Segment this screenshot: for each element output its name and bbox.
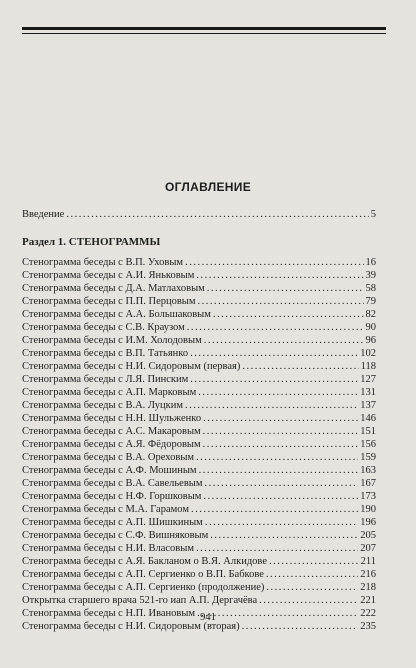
toc-entry-page: 39 (365, 270, 376, 281)
leader-dots (198, 386, 358, 399)
leader-dots (199, 464, 359, 477)
toc-entry (22, 477, 376, 490)
toc-entry-label: Стенограмма беседы с В.А. Луцким (22, 400, 184, 411)
leader-dots (203, 425, 359, 438)
toc-entry-page: 167 (360, 478, 376, 489)
leader-dots (210, 529, 358, 542)
toc-entry-page: 90 (365, 322, 376, 333)
leader-dots (266, 581, 358, 594)
toc-entry-page: 207 (360, 543, 376, 554)
toc-entry-label: Стенограмма беседы с А.Я. Фёдоровым (22, 439, 201, 450)
leader-dots (196, 542, 358, 555)
toc-entry (22, 282, 376, 295)
toc-entry (22, 256, 376, 269)
toc-entry (22, 412, 376, 425)
toc-entry-label: Стенограмма беседы с А.С. Макаровым (22, 426, 201, 437)
toc-entry-label: Введение (22, 209, 65, 220)
toc-entry (22, 555, 376, 568)
leader-dots (66, 208, 368, 221)
toc-entry-page: 205 (360, 530, 376, 541)
toc-entry-label: Стенограмма беседы с Н.И. Власовым (22, 543, 194, 554)
toc-entry-page: 118 (360, 361, 376, 372)
toc-entry-list (0, 256, 416, 633)
leader-dots (196, 451, 358, 464)
toc-entry-label: Стенограмма беседы с А.П. Сергиенко (продолжение) (22, 582, 265, 593)
toc-entry-label: Стенограмма беседы с Н.Н. Шульженко (22, 413, 202, 424)
toc-entry-label: Стенограмма беседы с А.Ф. Мошиным (22, 465, 197, 476)
toc-entry-page: 156 (360, 439, 376, 450)
leader-dots (266, 568, 358, 581)
toc-entry-page: 58 (365, 283, 376, 294)
toc-entry-page: 102 (360, 348, 376, 359)
toc-entry (22, 386, 376, 399)
toc-entry (22, 360, 376, 373)
toc-entry (22, 568, 376, 581)
toc-entry-label: Стенограмма беседы с А.П. Шишкиным (22, 517, 203, 528)
leader-dots (207, 282, 364, 295)
leader-dots (203, 438, 359, 451)
toc-entry (22, 529, 376, 542)
toc-entry-label: Стенограмма беседы с В.А. Савельевым (22, 478, 203, 489)
toc-entry (22, 399, 376, 412)
leader-dots (269, 555, 359, 568)
toc-entry (22, 425, 376, 438)
leader-dots (204, 334, 364, 347)
toc-entry (22, 516, 376, 529)
toc-entry-label: Открытка старшего врача 521-го иап А.П. Дергачёва (22, 595, 258, 606)
toc-entry-label: Стенограмма беседы с В.П. Татьянко (22, 348, 189, 359)
toc-entry-page: 127 (360, 374, 376, 385)
toc-entry-label: Стенограмма беседы с В.П. Уховым (22, 257, 184, 268)
toc-entry (22, 295, 376, 308)
toc-entry-page: 218 (360, 582, 376, 593)
toc-entry-label: Стенограмма беседы с Н.Ф. Горшковым (22, 491, 202, 502)
toc-entry-label: Стенограмма беседы с А.П. Сергиенко о В.П. Бабкове (22, 569, 264, 580)
leader-dots (198, 295, 364, 308)
toc-entry-page: 163 (360, 465, 376, 476)
toc-entry-page: 211 (360, 556, 376, 567)
toc-entry-label: Стенограмма беседы с М.А. Гарамом (22, 504, 189, 515)
toc-entry-label: Стенограмма беседы с Н.И. Сидоровым (первая) (22, 361, 241, 372)
toc-entry (22, 269, 376, 282)
page-number: 941 (200, 612, 216, 623)
leader-dots (213, 308, 364, 321)
leader-dots (187, 321, 364, 334)
toc-entry (22, 542, 376, 555)
toc-entry-page: 196 (360, 517, 376, 528)
leader-dots (205, 516, 358, 529)
leader-dots (203, 490, 358, 503)
page-title: ОГЛАВЛЕНИЕ (164, 180, 251, 194)
toc-entry-page: 151 (360, 426, 376, 437)
toc-entry-label: Стенограмма беседы с С.Ф. Вишняковым (22, 530, 209, 541)
leader-dots (204, 477, 358, 490)
toc-entry-page: 216 (360, 569, 376, 580)
leader-dots (259, 594, 358, 607)
toc-entry-label: Стенограмма беседы с А.А. Большаковым (22, 309, 211, 320)
toc-entry-label: Стенограмма беседы с А.Я. Бакланом о В.Я. Алкидове (22, 556, 267, 567)
toc-entry-page: 16 (365, 257, 376, 268)
leader-dots (185, 256, 363, 269)
leader-dots (190, 373, 358, 386)
leader-dots (191, 503, 358, 516)
toc-entry-page: 235 (360, 621, 376, 632)
toc-entry-label: Стенограмма беседы с В.А. Ореховым (22, 452, 195, 463)
toc-entry-label: Стенограмма беседы с А.П. Марковым (22, 387, 197, 398)
toc-entry-label: Стенограмма беседы с Л.Я. Пинским (22, 374, 189, 385)
toc-entry (22, 594, 376, 607)
header-rule-thin (22, 33, 386, 34)
toc-entry-page: 173 (360, 491, 376, 502)
toc-entry-page: 159 (360, 452, 376, 463)
toc-entry (22, 503, 376, 516)
toc-entry-page: 5 (370, 209, 376, 220)
toc-entry-intro (22, 208, 376, 221)
toc-entry (22, 308, 376, 321)
leader-dots (185, 399, 358, 412)
toc-entry-page: 221 (360, 595, 376, 606)
toc-entry (22, 490, 376, 503)
leader-dots (242, 360, 358, 373)
toc-entry-page: 131 (360, 387, 376, 398)
toc-entry-page: 146 (360, 413, 376, 424)
leader-dots (196, 269, 363, 282)
toc-entry-label: Стенограмма беседы с А.И. Яньковым (22, 270, 195, 281)
leader-dots (190, 347, 358, 360)
toc-entry-label: Стенограмма беседы с Н.И. Сидоровым (вторая) (22, 621, 240, 632)
toc-entry-page: 96 (365, 335, 376, 346)
toc-entry-page: 137 (360, 400, 376, 411)
toc-entry-label: Стенограмма беседы с И.М. Холодовым (22, 335, 202, 346)
toc-entry (22, 321, 376, 334)
section-title: Раздел 1. СТЕНОГРАММЫ (22, 236, 161, 248)
toc-entry-page: 82 (365, 309, 376, 320)
toc-entry-label: Стенограмма беседы с С.В. Краузом (22, 322, 185, 333)
toc-entry-label: Стенограмма беседы с Д.А. Матлаховым (22, 283, 205, 294)
toc-entry-label: Стенограмма беседы с П.П. Перцовым (22, 296, 196, 307)
toc-entry-label: Стенограмма беседы с Н.П. Ивановым (22, 608, 196, 619)
leader-dots (203, 412, 358, 425)
toc-entry (22, 347, 376, 360)
toc-entry (22, 581, 376, 594)
toc-entry (22, 438, 376, 451)
toc-entry-page: 190 (360, 504, 376, 515)
toc-entry-page: 79 (365, 296, 376, 307)
toc-entry (22, 451, 376, 464)
toc-entry-page: 222 (360, 608, 376, 619)
toc-entry (22, 464, 376, 477)
toc-entry (22, 373, 376, 386)
header-rule-thick (22, 27, 386, 30)
toc-entry (22, 334, 376, 347)
